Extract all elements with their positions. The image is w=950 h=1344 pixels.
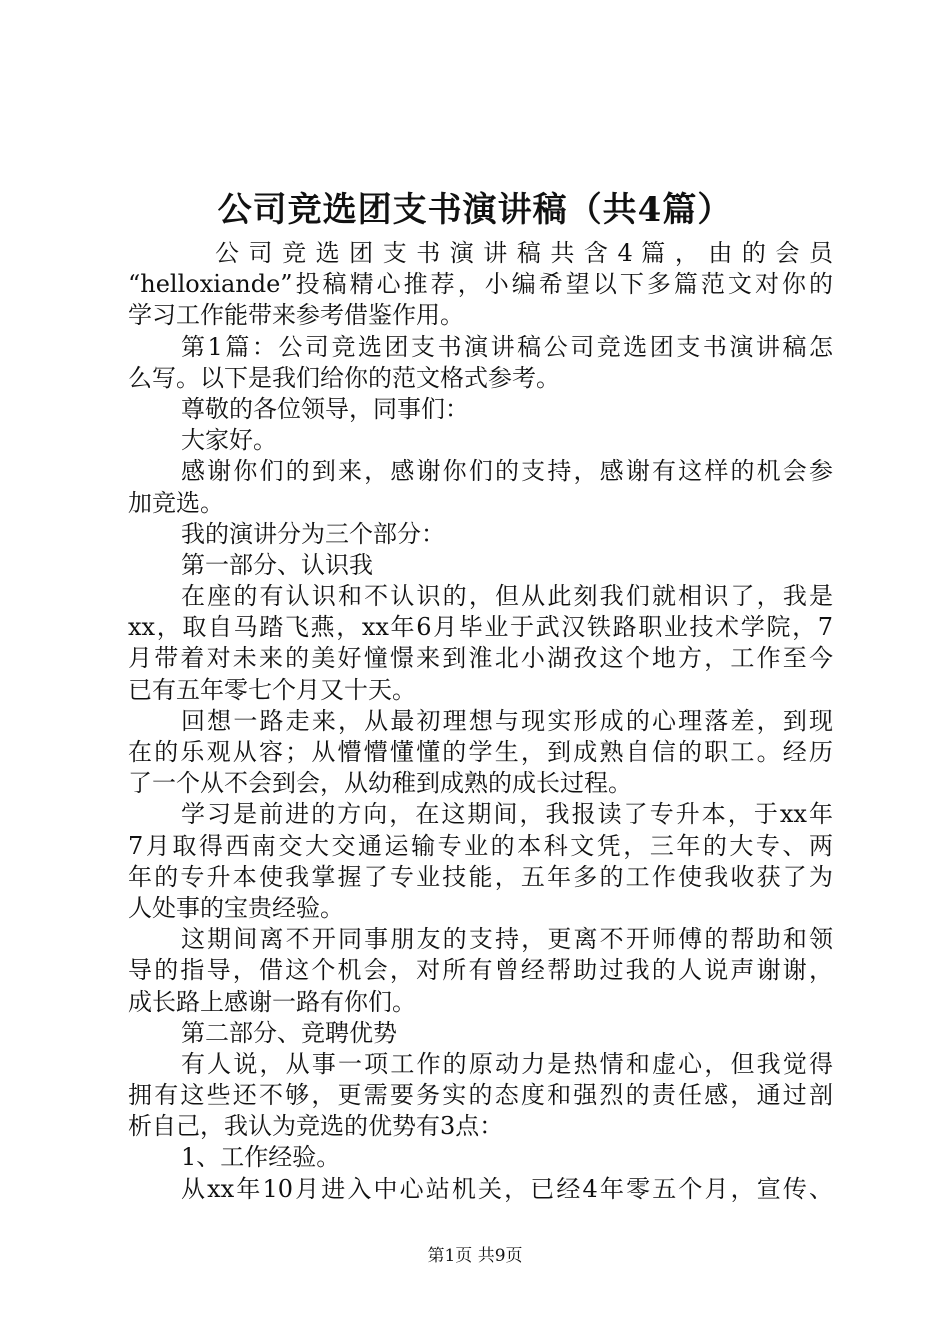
paragraph-line: 公 司 竞 选 团 支 书 演 讲 稿 共 含 4 篇 ， 由 的 会 员 (215, 239, 833, 267)
paragraph-line: 学习是前进的方向，在这期间，我报读了专升本，于xx年 (181, 800, 833, 829)
paragraph-line: 7月取得西南交大交通运输专业的本科文凭，三年的大专、两 (128, 831, 833, 860)
paragraph-line: xx，取自马踏飞燕，xx年6月毕业于武汉铁路职业技术学院，7 (128, 613, 833, 642)
document-body (128, 238, 833, 1205)
list-item: 1、工作经验。 (181, 1143, 341, 1172)
paragraph-line: 了一个从不会到会，从幼稚到成熟的成长过程。 (128, 769, 632, 798)
paragraph-line: 大家好。 (181, 426, 277, 455)
paragraph-line: 导的指导，借这个机会，对所有曾经帮助过我的人说声谢谢， (128, 956, 833, 985)
paragraph-line: 加竞选。 (128, 488, 224, 517)
paragraph-line: 人处事的宝贵经验。 (128, 893, 344, 922)
paragraph-line: 我的演讲分为三个部分： (181, 519, 445, 548)
paragraph-line: 第1篇：公司竞选团支书演讲稿公司竞选团支书演讲稿怎 (181, 332, 833, 361)
paragraph-line: 从xx年10月进入中心站机关，已经4年零五个月，宣传、 (181, 1174, 833, 1203)
document-title: 公司竞选团支书演讲稿（共4篇） (217, 190, 733, 230)
paragraph-line: 有人说，从事一项工作的原动力是热情和虚心，但我觉得 (181, 1049, 833, 1078)
paragraph-line: 在的乐观从容；从懵懵懂懂的学生，到成熟自信的职工。经历 (128, 738, 833, 766)
paragraph-line: 年的专升本使我掌握了专业技能，五年多的工作使我收获了为 (128, 862, 833, 891)
paragraph-line: 拥有这些还不够，更需要务实的态度和强烈的责任感，通过剖 (128, 1081, 833, 1110)
section-heading: 第二部分、竞聘优势 (181, 1018, 397, 1047)
paragraph-line: 已有五年零七个月又十天。 (128, 675, 416, 704)
paragraph-line: 这期间离不开同事朋友的支持，更离不开师傅的帮助和领 (181, 925, 833, 954)
paragraph-line: “helloxiande”投稿精心推荐，小编希望以下多篇范文对你的 (128, 270, 833, 299)
paragraph-line: 感谢你们的到来，感谢你们的支持，感谢有这样的机会参 (181, 457, 833, 486)
paragraph-line: 成长路上感谢一路有你们。 (128, 987, 416, 1016)
paragraph-line: 回想一路走来，从最初理想与现实形成的心理落差，到现 (181, 706, 833, 735)
section-heading: 第一部分、认识我 (181, 550, 373, 579)
paragraph-line: 月带着对未来的美好憧憬来到淮北小湖孜这个地方，工作至今 (128, 644, 833, 673)
paragraph-line: 尊敬的各位领导，同事们： (181, 394, 469, 423)
paragraph-line: 析自己，我认为竞选的优势有3点： (128, 1112, 504, 1141)
paragraph-line: 么写。以下是我们给你的范文格式参考。 (128, 363, 560, 392)
paragraph-line: 学习工作能带来参考借鉴作用。 (128, 301, 464, 330)
page-footer: 第1页 共9页 (427, 1246, 523, 1266)
paragraph-line: 在座的有认识和不认识的，但从此刻我们就相识了，我是 (181, 582, 833, 611)
